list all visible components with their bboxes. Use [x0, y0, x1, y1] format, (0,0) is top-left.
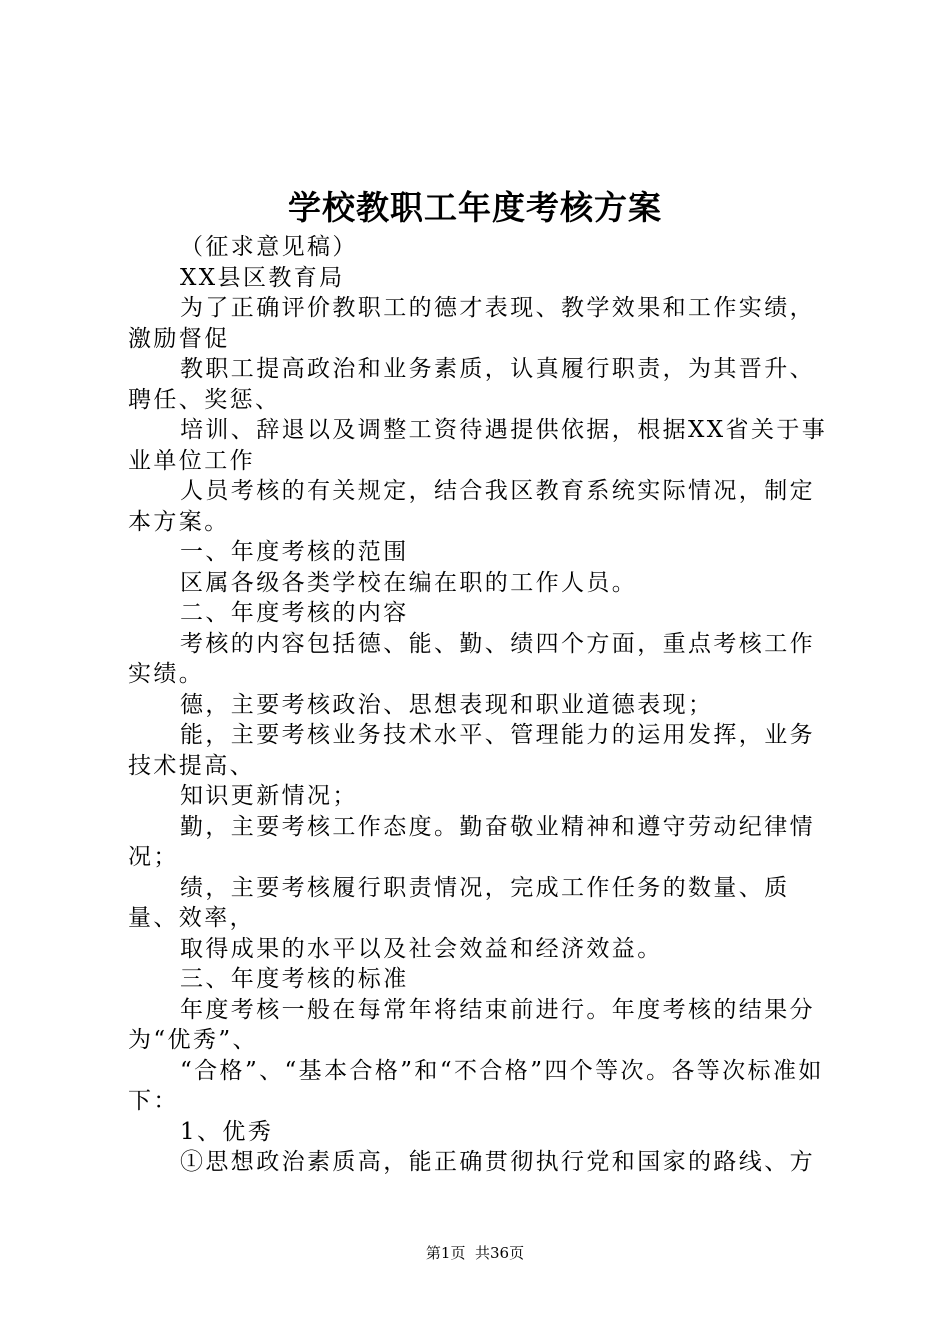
paragraph: 勤，主要考核工作态度。勤奋敬业精神和遵守劳动纪律情况； [128, 813, 815, 870]
paragraph: 人员考核的有关规定，结合我区教育系统实际情况，制定本方案。 [128, 478, 815, 535]
paragraph: 知识更新情况； [180, 783, 358, 809]
document-title: 学校教职工年度考核方案 [288, 188, 662, 227]
paragraph: 考核的内容包括德、能、勤、绩四个方面，重点考核工作实绩。 [128, 630, 815, 687]
paragraph: 培训、辞退以及调整工资待遇提供依据，根据XX省关于事业单位工作 [128, 417, 828, 474]
subsection-heading: 1、优秀 [180, 1118, 274, 1145]
page-footer [0, 1241, 950, 1265]
page-total: 共36页 [475, 1244, 525, 1262]
section-heading: 二、年度考核的内容 [180, 600, 409, 626]
paragraph: （征求意见稿） [180, 234, 358, 260]
paragraph: 能，主要考核业务技术水平、管理能力的运用发挥，业务技术提高、 [128, 722, 815, 779]
paragraph: “合格”、“基本合格”和“不合格”四个等次。各等次标准如下： [128, 1057, 824, 1114]
paragraph: 绩，主要考核履行职责情况，完成工作任务的数量、质量、效率， [128, 874, 790, 931]
paragraph: 区属各级各类学校在编在职的工作人员。 [180, 569, 638, 596]
paragraph: 年度考核一般在每常年将结束前进行。年度考核的结果分为“优秀”、 [128, 996, 815, 1053]
section-heading: 三、年度考核的标准 [180, 966, 409, 992]
paragraph: 为了正确评价教职工的德才表现、教学效果和工作实绩，激励督促 [128, 295, 815, 352]
paragraph: 德，主要考核政治、思想表现和职业道德表现； [180, 691, 714, 718]
paragraph: XX县区教育局 [180, 264, 345, 291]
paragraph: 取得成果的水平以及社会效益和经济效益。 [180, 935, 663, 962]
section-heading: 一、年度考核的范围 [180, 539, 409, 565]
paragraph: ①思想政治素质高，能正确贯彻执行党和国家的路线、方 [180, 1149, 815, 1175]
document-body [128, 232, 836, 1178]
paragraph: 教职工提高政治和业务素质，认真履行职责，为其晋升、聘任、奖惩、 [128, 356, 815, 413]
page-number: 第1页 [425, 1244, 466, 1262]
